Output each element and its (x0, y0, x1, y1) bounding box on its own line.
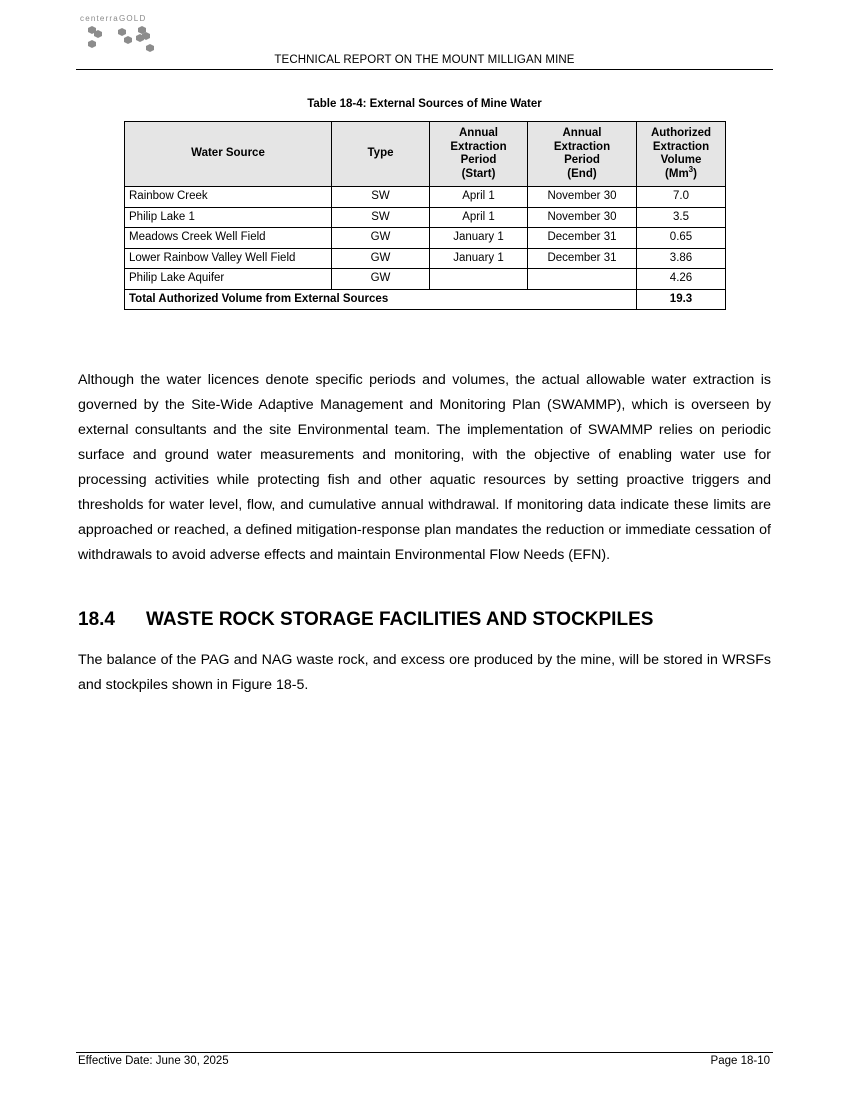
header-line: ) (693, 167, 697, 180)
footer-divider (76, 1052, 773, 1053)
logo-wordmark: centerraGOLD (80, 14, 147, 23)
cell-type: SW (332, 207, 430, 228)
cell-total-label: Total Authorized Volume from External Sources (125, 289, 637, 310)
header-line: Annual (562, 127, 602, 139)
cell-total-volume: 19.3 (637, 289, 726, 310)
cell-water-source: Lower Rainbow Valley Well Field (125, 248, 332, 269)
header-line: Authorized (650, 127, 712, 139)
cell-volume: 3.86 (637, 248, 726, 269)
cell-volume: 3.5 (637, 207, 726, 228)
cell-period-start (430, 269, 528, 290)
table-caption: Table 18-4: External Sources of Mine Water (307, 98, 542, 110)
section-title: WASTE ROCK STORAGE FACILITIES AND STOCKPILES (146, 609, 654, 630)
table-total-row (125, 289, 726, 310)
cell-period-start: April 1 (430, 187, 528, 208)
cell-period-start: January 1 (430, 248, 528, 269)
header-line: Period (460, 154, 497, 166)
header-line: Period (564, 154, 600, 166)
report-header-title: TECHNICAL REPORT ON THE MOUNT MILLIGAN MINE (274, 54, 575, 66)
header-divider (76, 69, 773, 70)
cell-type: SW (332, 187, 430, 208)
cell-period-start: January 1 (430, 228, 528, 249)
cell-period-end: December 31 (528, 228, 637, 249)
column-header-period-end (528, 122, 637, 187)
header-line: (Start) (461, 167, 496, 180)
cell-type: GW (332, 269, 430, 290)
column-header-water-source: Water Source (125, 122, 332, 187)
cell-period-end: December 31 (528, 248, 637, 269)
superscript: 3 (688, 164, 694, 174)
cell-volume: 0.65 (637, 228, 726, 249)
cell-volume: 4.26 (637, 269, 726, 290)
header-line: Annual (459, 127, 498, 139)
table-header-row (125, 122, 726, 187)
table-row (125, 207, 726, 228)
cell-type: GW (332, 248, 430, 269)
header-line: (End) (567, 167, 597, 180)
footer-effective-date: Effective Date: June 30, 2025 (78, 1055, 229, 1067)
body-paragraph-waste-rock: The balance of the PAG and NAG waste rock, and excess ore produced by the mine, will be stored in WRSFs and stockpiles shown in Figure 18-5. (78, 652, 771, 693)
cell-water-source: Meadows Creek Well Field (125, 228, 332, 249)
cell-period-end: November 30 (528, 207, 637, 228)
header-line: Extraction (450, 140, 507, 153)
cell-type: GW (332, 228, 430, 249)
cell-water-source: Rainbow Creek (125, 187, 332, 208)
header-line: (Mm (665, 167, 689, 180)
table-row (125, 248, 726, 269)
cell-water-source: Philip Lake 1 (125, 207, 332, 228)
body-paragraph-swammp: Although the water licences denote specific periods and volumes, the actual allowable water extraction is governed by the Site-Wide Adaptive Management and Monitoring Plan (SWAMMP), which is overseen by external consultants and the site Environmental team. The implementation of SWAMMP relies on periodic surface and ground water measurements and monitoring, with the objective of enabling water use for processing activities while protecting fish and other aquatic resources by setting proactive triggers and thresholds for water level, flow, and cumulative annual withdrawal. If monitoring data indicate these limits are approached or reached, a defined mitigation-response plan mandates the reduction or immediate cessation of withdrawals to avoid adverse effects and maintain Environmental Flow Needs (EFN). (78, 372, 771, 563)
column-header-authorized-volume (637, 122, 726, 187)
column-header-period-start (430, 122, 528, 187)
section-heading (78, 609, 653, 631)
table-row (125, 187, 726, 208)
section-number: 18.4 (78, 609, 115, 630)
cell-period-start: April 1 (430, 207, 528, 228)
header-line: Volume (660, 154, 702, 166)
external-water-sources-table (124, 121, 726, 310)
footer-page-number: Page 18-10 (710, 1055, 770, 1067)
header-line: Extraction (652, 140, 710, 153)
table-row (125, 228, 726, 249)
cell-period-end (528, 269, 637, 290)
table-row (125, 269, 726, 290)
cell-volume: 7.0 (637, 187, 726, 208)
header-line: Extraction (553, 140, 611, 153)
column-header-type: Type (332, 122, 430, 187)
cell-period-end: November 30 (528, 187, 637, 208)
cell-water-source: Philip Lake Aquifer (125, 269, 332, 290)
